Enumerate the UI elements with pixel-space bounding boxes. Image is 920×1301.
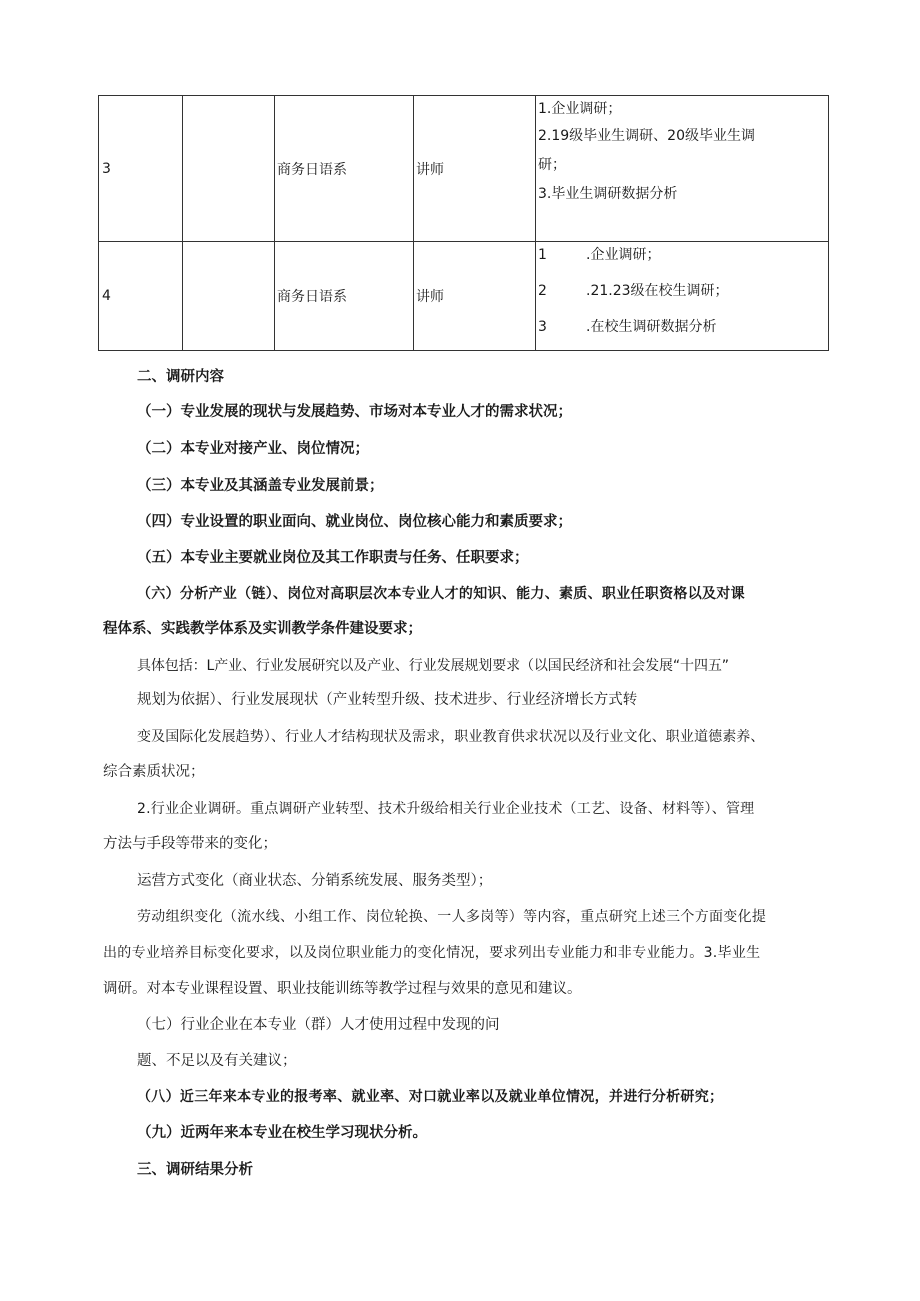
content-item: （三）本专业及其涵盖专业发展前景； [137, 478, 384, 494]
detail-line: 方法与手段等带来的变化； [103, 836, 277, 852]
content-item: （六）分析产业（链）、岗位对高职层次本专业人才的知识、能力、素质、职业任职资格以及对课 [137, 586, 745, 602]
row-number: 4 [99, 242, 183, 351]
content-item: 程体系、实践教学体系及实训教学条件建设要求； [103, 621, 422, 637]
department-cell: 商务日语系 [275, 242, 414, 351]
task-line: 2.19级毕业生调研、20级毕业生调 [538, 128, 755, 144]
task-number: 1 [538, 247, 547, 263]
content-item: （九）近两年来本专业在校生学习现状分析。 [137, 1125, 427, 1141]
task-line: 研； [538, 157, 566, 173]
section-heading: 三、调研结果分析 [137, 1162, 253, 1178]
content-item: （一）专业发展的现状与发展趋势、市场对本专业人才的需求状况； [137, 404, 572, 420]
content-item: （八）近三年来本专业的报考率、就业率、对口就业率以及就业单位情况，并进行分析研究； [137, 1089, 724, 1105]
section-heading: 二、调研内容 [137, 369, 224, 385]
task-number: 3 [538, 319, 547, 335]
task-text: .21.23级在校生调研； [586, 283, 729, 299]
content-item: （二）本专业对接产业、岗位情况； [137, 441, 369, 457]
table-row [99, 242, 829, 351]
task-line: 3.毕业生调研数据分析 [538, 186, 678, 202]
content-item: （五）本专业主要就业岗位及其工作职责与任务、任职要求； [137, 550, 529, 566]
task-number: 2 [538, 283, 547, 299]
task-cell [536, 96, 829, 242]
detail-line: 规划为依据）、行业发展现状（产业转型升级、技术进步、行业经济增长方式转 [137, 692, 638, 708]
task-text: .在校生调研数据分析 [586, 319, 717, 335]
name-cell [183, 242, 275, 351]
task-text: .企业调研； [586, 247, 661, 263]
task-cell [536, 242, 829, 351]
detail-line: 综合素质状况； [103, 764, 205, 780]
name-cell [183, 96, 275, 242]
detail-line: 调研。对本专业课程设置、职业技能训练等教学过程与效果的意见和建议。 [103, 981, 582, 997]
row-number: 3 [99, 96, 183, 242]
detail-line: 出的专业培养目标变化要求，以及岗位职业能力的变化情况，要求列出专业能力和非专业能力。3.毕业生 [103, 945, 761, 961]
detail-line: 劳动组织变化（流水线、小组工作、岗位轮换、一人多岗等）等内容，重点研究上述三个方面变化提 [137, 909, 767, 925]
staff-table [98, 95, 829, 351]
content-item: （四）专业设置的职业面向、就业岗位、岗位核心能力和素质要求； [137, 514, 572, 530]
detail-line: 2.行业企业调研。重点调研产业转型、技术升级给相关行业企业技术（工艺、设备、材料等）、管理 [137, 801, 755, 817]
task-line [538, 278, 828, 314]
detail-line: 题、不足以及有关建议； [137, 1053, 297, 1069]
table-row [99, 96, 829, 242]
title-cell: 讲师 [414, 242, 536, 351]
task-line [538, 242, 828, 278]
task-line [538, 314, 828, 350]
detail-line: （七）行业企业在本专业（群）人才使用过程中发现的问 [137, 1017, 500, 1033]
detail-line: 具体包括：L产业、行业发展研究以及产业、行业发展规划要求（以国民经济和社会发展“十四五” [137, 658, 729, 674]
title-cell: 讲师 [414, 96, 536, 242]
task-line: 1.企业调研； [538, 101, 622, 117]
detail-line: 变及国际化发展趋势）、行业人才结构现状及需求，职业教育供求状况以及行业文化、职业道德素养、 [137, 729, 765, 745]
department-cell: 商务日语系 [275, 96, 414, 242]
detail-line: 运营方式变化（商业状态、分销系统发展、服务类型）； [137, 873, 493, 889]
